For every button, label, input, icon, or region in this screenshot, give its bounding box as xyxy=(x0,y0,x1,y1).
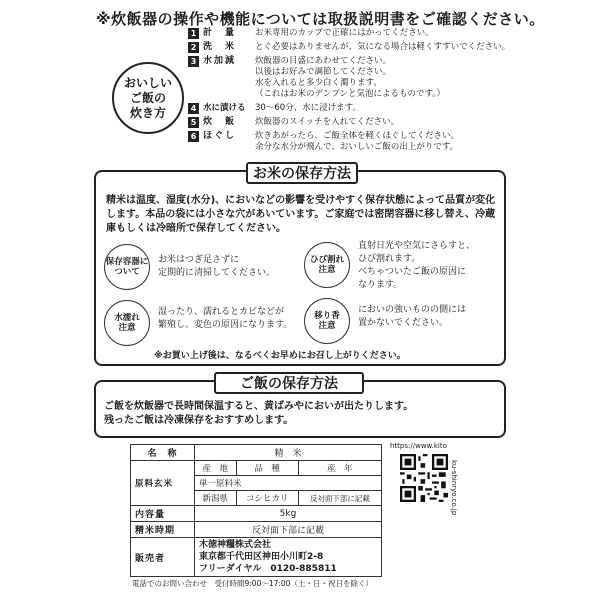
cooking-step xyxy=(188,131,508,153)
label-value: 単一原料米 xyxy=(195,476,382,491)
label-key: 精米時期 xyxy=(131,522,195,538)
container-icon xyxy=(104,244,150,290)
table-row xyxy=(131,522,382,538)
tip-text: 湿ったり、濡れるとカビなどが xyxy=(158,307,285,317)
tip-icon-label: 水濡れ xyxy=(114,313,140,323)
cooking-step xyxy=(188,56,508,100)
tip-text: においの強いものの側には xyxy=(358,305,467,315)
seller-line: フリーダイヤル 0120-885811 xyxy=(199,564,337,574)
water-icon xyxy=(104,300,150,346)
step-number: 4 xyxy=(188,103,199,114)
cooked-rice-storage-text: 残ったご飯は冷凍保存をおすすめします。 xyxy=(104,415,294,426)
storage-footnote: ※お買い上げ後は、なるべくお早めにお召し上がりください。 xyxy=(154,351,406,361)
cooking-step xyxy=(188,117,508,128)
label-value: 5kg xyxy=(195,506,382,522)
crack-icon xyxy=(304,242,350,288)
top-note: ※炊飯器の操作や機能については取扱説明書をご確認ください。 xyxy=(96,10,545,28)
step-desc: 炊きあがったら、ご飯全体を軽くほぐしてください。 xyxy=(255,131,460,141)
step-number: 2 xyxy=(188,42,199,53)
step-number: 6 xyxy=(188,131,199,142)
label-header: 品 種 xyxy=(236,461,298,476)
label-key: 販売者 xyxy=(131,538,195,577)
step-name: 炊 飯 xyxy=(203,117,237,127)
website-url[interactable]: https://www.kito xyxy=(390,442,447,450)
smell-icon xyxy=(304,298,350,344)
label-value: 精 米 xyxy=(195,445,382,461)
tip-text: 定期的に清掃してください。 xyxy=(158,268,276,278)
label-key: 内容量 xyxy=(131,506,195,522)
website-url-vertical: ku-shinryo.co.jp xyxy=(450,460,458,516)
storage-tip xyxy=(104,300,292,346)
cooking-title-badge xyxy=(112,62,184,134)
cooking-title-line: 炊き方 xyxy=(129,105,166,120)
tip-text: べちゃついたご飯の原因に xyxy=(358,267,467,277)
step-name: 水に漬ける xyxy=(203,103,246,113)
rice-storage-intro: 精米は温度、湿度(水分)、においなどの影響を受けやすく保存状態によって品質が変化します。本品の袋には小さな穴があいています。ご家庭では密閉容器に移し替え、冷蔵庫もしくは冷暗所で保存してください。 xyxy=(106,195,496,234)
step-name: 計 量 xyxy=(203,28,237,38)
cooking-step xyxy=(188,42,511,53)
label-header: 産 年 xyxy=(298,461,381,476)
cooking-title-line: ご飯の xyxy=(129,90,166,105)
table-row xyxy=(131,506,382,522)
table-row xyxy=(131,538,382,577)
step-desc: （これはお米のデンプンと気泡によるものです。） xyxy=(255,89,446,99)
product-label-table xyxy=(130,444,382,577)
step-number: 1 xyxy=(188,28,199,39)
step-desc: とぐ必要はありませんが、気になる場合は軽くすすいでください。 xyxy=(255,42,511,52)
tip-icon-label: 注意 xyxy=(118,323,136,333)
tip-text: お米はつぎ足さずに xyxy=(158,255,240,265)
rice-storage-title: お米の保存方法 xyxy=(246,162,358,184)
seller-line: 東京都千代田区神田小川町2-8 xyxy=(199,552,324,562)
step-desc: 以後はお好みで調節してください。 xyxy=(255,67,392,77)
step-desc: 30～60分、水に浸けます。 xyxy=(255,103,361,113)
label-value: 新潟県 xyxy=(195,491,237,506)
tip-text: なります。 xyxy=(358,280,403,290)
label-value: 反対面下部に記載 xyxy=(195,522,382,538)
cooking-steps xyxy=(188,28,511,156)
storage-tip xyxy=(304,298,466,344)
step-name: ほぐし xyxy=(203,131,237,141)
label-value: コシヒカリ xyxy=(236,491,298,506)
cooking-title-line: おいしい xyxy=(123,75,172,90)
step-desc: お米専用のカップで正確にはかってください。 xyxy=(255,28,434,38)
cooked-rice-storage-text: ご飯を炊飯器で長時間保温すると、黄ばみやにおいが出たりします。 xyxy=(104,401,414,412)
step-name: 洗 米 xyxy=(203,42,237,52)
step-desc: 余分な水分が飛んで、おいしいご飯の出上がりです。 xyxy=(255,142,459,152)
tip-text: 直射日光や空気にさらすと、 xyxy=(358,241,476,251)
label-key: 原料玄米 xyxy=(131,461,195,506)
storage-tip xyxy=(104,244,275,290)
step-number: 5 xyxy=(188,117,199,128)
tip-icon-label: 注意 xyxy=(318,321,336,331)
cooked-rice-storage-title: ご飯の保存方法 xyxy=(214,372,364,394)
cooked-rice-storage-box xyxy=(94,376,506,438)
step-desc: 水を入れると多少白く濁ります。 xyxy=(255,78,382,88)
rice-storage-box xyxy=(94,166,506,366)
label-value: 反対面下部に記載 xyxy=(298,491,381,506)
tip-icon-label: 保存容器に xyxy=(105,257,149,267)
table-row xyxy=(131,445,382,461)
storage-tip xyxy=(304,242,475,292)
label-header: 産 地 xyxy=(195,461,237,476)
qr-code-icon[interactable] xyxy=(400,454,448,502)
tip-text: ひび割れます。 xyxy=(358,254,421,264)
step-name: 水加減 xyxy=(203,56,237,66)
cooking-step xyxy=(188,103,508,114)
table-row xyxy=(131,461,382,476)
tip-text: 繁殖し、変色の原因になります。 xyxy=(158,320,293,330)
tip-icon-label: ひび割れ xyxy=(309,255,344,265)
step-desc: 炊飯器のスイッチを入れてください。 xyxy=(255,117,400,127)
cooking-step xyxy=(188,28,508,39)
step-desc: 炊飯器の目盛にあわせてください。 xyxy=(255,56,392,66)
tip-icon-label: 注意 xyxy=(318,265,336,275)
tip-icon-label: 移り香 xyxy=(314,311,340,321)
tip-text: 置かないでください。 xyxy=(358,318,449,328)
step-number: 3 xyxy=(188,56,199,67)
seller-line: 木徳神糧株式会社 xyxy=(199,540,272,550)
tip-icon-label: ついて xyxy=(114,267,140,277)
label-key: 名 称 xyxy=(131,445,195,461)
phone-note: 電話でのお問い合わせ 受付時間9:00～17:00（土・日・祝日を除く） xyxy=(132,579,373,588)
